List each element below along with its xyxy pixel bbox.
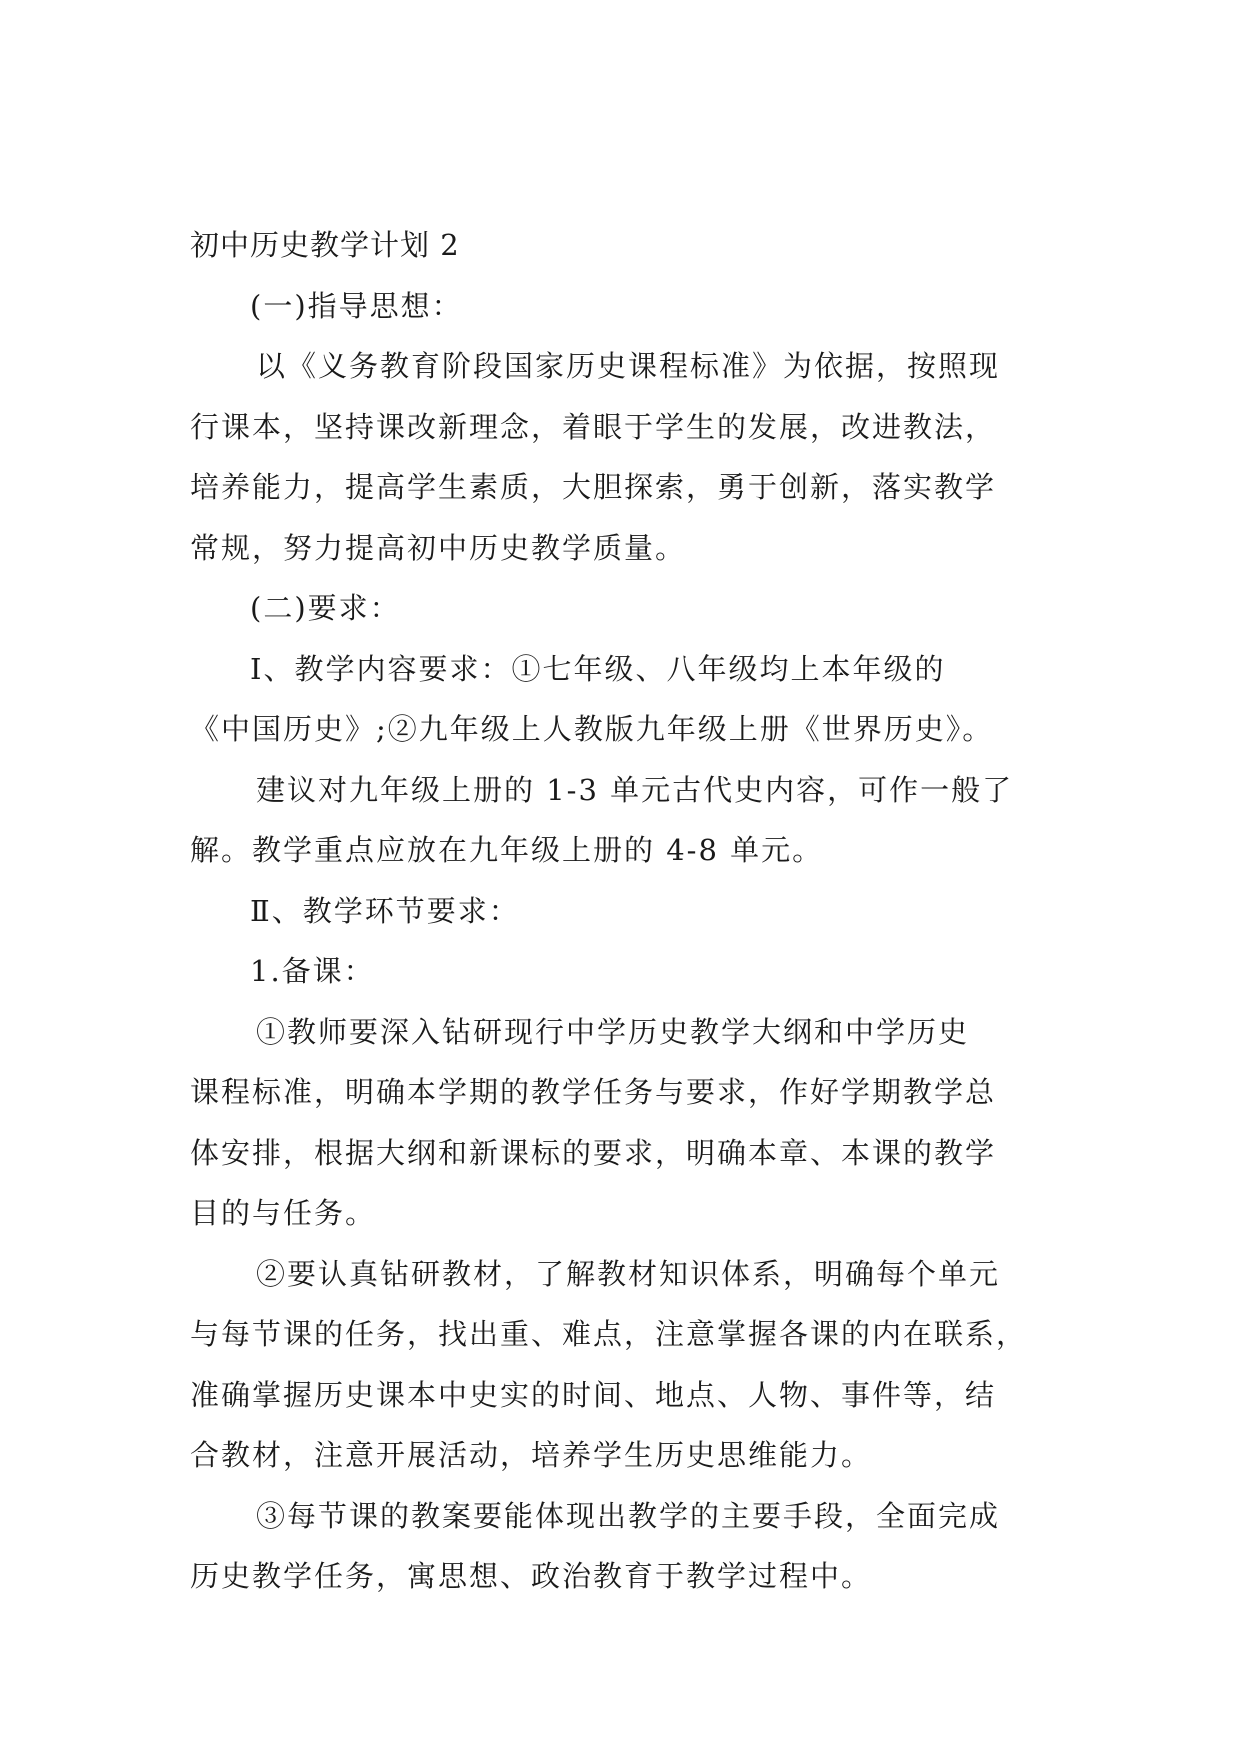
paragraph-line: 合教材，注意开展活动，培养学生历史思维能力。 [190, 1438, 873, 1472]
paragraph-line: ②要认真钻研教材，了解教材知识体系，明确每个单元 [256, 1256, 1001, 1291]
paragraph-line: 以《义务教育阶段国家历史课程标准》为依据，按照现 [256, 349, 1001, 383]
document-title: 初中历史教学计划 2 [190, 228, 460, 262]
paragraph-line: 与每节课的任务，找出重、难点，注意掌握各课的内在联系， [190, 1317, 1028, 1351]
paragraph-line: ①教师要深入钻研现行中学历史教学大纲和中学历史 [256, 1014, 970, 1049]
paragraph-line: 常规，努力提高初中历史教学质量。 [190, 530, 687, 565]
subsection-heading-lesson-prep: 1.备课： [250, 954, 375, 988]
section-heading-requirements: (二)要求： [250, 591, 401, 625]
paragraph-line: 体安排，根据大纲和新课标的要求，明确本章、本课的教学 [190, 1135, 997, 1170]
paragraph-line: Ⅰ、教学内容要求：①七年级、八年级均上本年级的 [250, 651, 946, 686]
paragraph-line: 《中国历史》;②九年级上人教版九年级上册《世界历史》。 [190, 712, 994, 746]
document-body [190, 215, 1050, 1607]
paragraph-line: ③每节课的教案要能体现出教学的主要手段，全面完成 [256, 1498, 1001, 1533]
paragraph-line: 行课本，坚持课改新理念，着眼于学生的发展，改进教法， [190, 409, 997, 444]
paragraph-line: 课程标准，明确本学期的教学任务与要求，作好学期教学总 [190, 1075, 997, 1109]
paragraph-line: 目的与任务。 [190, 1196, 377, 1230]
paragraph-line: 历史教学任务，寓思想、政治教育于教学过程中。 [190, 1559, 873, 1593]
section-heading-guiding-ideology: (一)指导思想： [250, 288, 463, 323]
paragraph-line: 培养能力，提高学生素质，大胆探索，勇于创新，落实教学 [190, 470, 997, 504]
paragraph-line: 解。教学重点应放在九年级上册的 4-8 单元。 [190, 833, 824, 867]
subsection-heading-teaching-steps: Ⅱ、教学环节要求： [250, 893, 520, 928]
paragraph-line: 建议对九年级上册的 1-3 单元古代史内容，可作一般了 [256, 772, 1014, 807]
paragraph-line: 准确掌握历史课本中史实的时间、地点、人物、事件等，结 [190, 1377, 997, 1412]
